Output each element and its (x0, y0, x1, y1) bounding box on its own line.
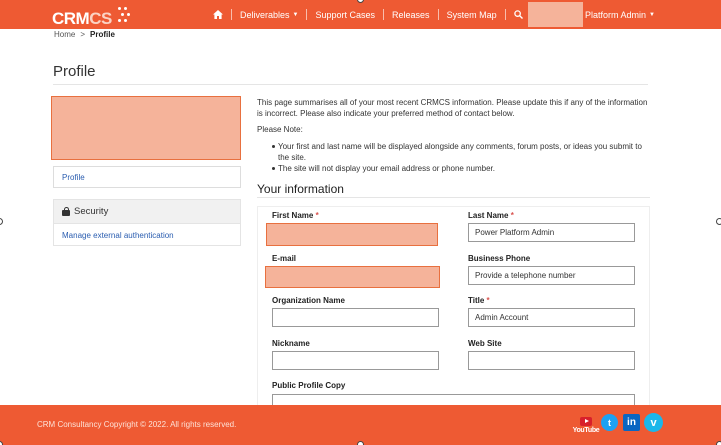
breadcrumb-separator: > (80, 30, 86, 39)
resize-handle-left[interactable] (0, 218, 3, 225)
nav-releases[interactable]: Releases (392, 9, 430, 20)
intro-text: This page summarises all of your most recent CRMCS information. Please update this if any of the information is incorrect. Please also indicate your preferred method of contact below. (257, 98, 648, 118)
nickname-label: Nickname (272, 339, 310, 348)
title-divider (53, 84, 648, 85)
resize-handle-bottom-right[interactable] (716, 441, 721, 445)
breadcrumb-current: Profile (90, 30, 115, 39)
security-heading: Security (54, 200, 240, 224)
security-panel (53, 199, 241, 246)
nav-support-cases[interactable]: Support Cases (315, 9, 376, 20)
chevron-down-icon: ▼ (292, 11, 299, 18)
list-item: Your first and last name will be displayed alongside any comments, forum posts, or ideas you submit to the site. (278, 141, 650, 163)
user-menu[interactable]: Platform Admin ▼ (585, 9, 655, 20)
search-icon[interactable] (506, 0, 531, 29)
chevron-down-icon: ▼ (649, 11, 655, 18)
logo-dots-icon (118, 5, 132, 27)
notes-list (278, 141, 650, 174)
resize-handle-right[interactable] (716, 218, 721, 225)
web-site-label: Web Site (468, 339, 502, 348)
business-phone-field[interactable]: Provide a telephone number (468, 266, 635, 285)
nav-system-map[interactable]: System Map (446, 9, 497, 20)
lock-icon (62, 207, 70, 216)
list-item: The site will not display your email address or phone number. (278, 163, 650, 174)
last-name-field[interactable]: Power Platform Admin (468, 223, 635, 242)
email-label: E-mail (272, 254, 297, 263)
note-heading: Please Note: (257, 125, 303, 134)
linkedin-icon[interactable]: in (623, 414, 640, 431)
first-name-field[interactable] (266, 223, 438, 246)
title-field[interactable]: Admin Account (468, 308, 635, 327)
twitter-icon[interactable]: t (601, 414, 618, 431)
home-icon[interactable] (205, 0, 231, 29)
user-avatar-redacted[interactable] (528, 2, 583, 27)
resize-handle-bottom[interactable] (357, 441, 364, 445)
youtube-icon[interactable]: YouTube (573, 413, 599, 437)
organization-name-field[interactable] (272, 308, 439, 327)
top-navbar (0, 0, 721, 29)
page-title: Profile (53, 63, 96, 80)
main-nav (205, 0, 531, 29)
email-field[interactable] (265, 266, 440, 288)
copyright-text: CRM Consultancy Copyright © 2022. All rights reserved. (37, 420, 237, 429)
title-label: Title * (468, 296, 490, 305)
business-phone-label: Business Phone (468, 254, 531, 263)
profile-image-redacted (51, 96, 241, 160)
profile-nav (53, 166, 241, 188)
breadcrumb-home[interactable]: Home (54, 30, 76, 39)
nav-deliverables[interactable]: Deliverables ▼ (240, 9, 299, 20)
nickname-field[interactable] (272, 351, 439, 370)
manage-external-auth-link[interactable]: Manage external authentication (62, 231, 174, 240)
section-divider (257, 197, 650, 198)
public-profile-copy-label: Public Profile Copy (272, 381, 346, 390)
profile-link[interactable]: Profile (62, 173, 85, 182)
web-site-field[interactable] (468, 351, 635, 370)
first-name-label: First Name * (272, 211, 319, 220)
profile-form (257, 206, 650, 406)
section-title: Your information (257, 182, 344, 196)
last-name-label: Last Name * (468, 211, 514, 220)
vimeo-icon[interactable]: v (644, 413, 663, 432)
crmcs-logo[interactable]: CRMCS (52, 5, 112, 27)
organization-name-label: Organization Name (272, 296, 345, 305)
breadcrumb (54, 30, 115, 39)
